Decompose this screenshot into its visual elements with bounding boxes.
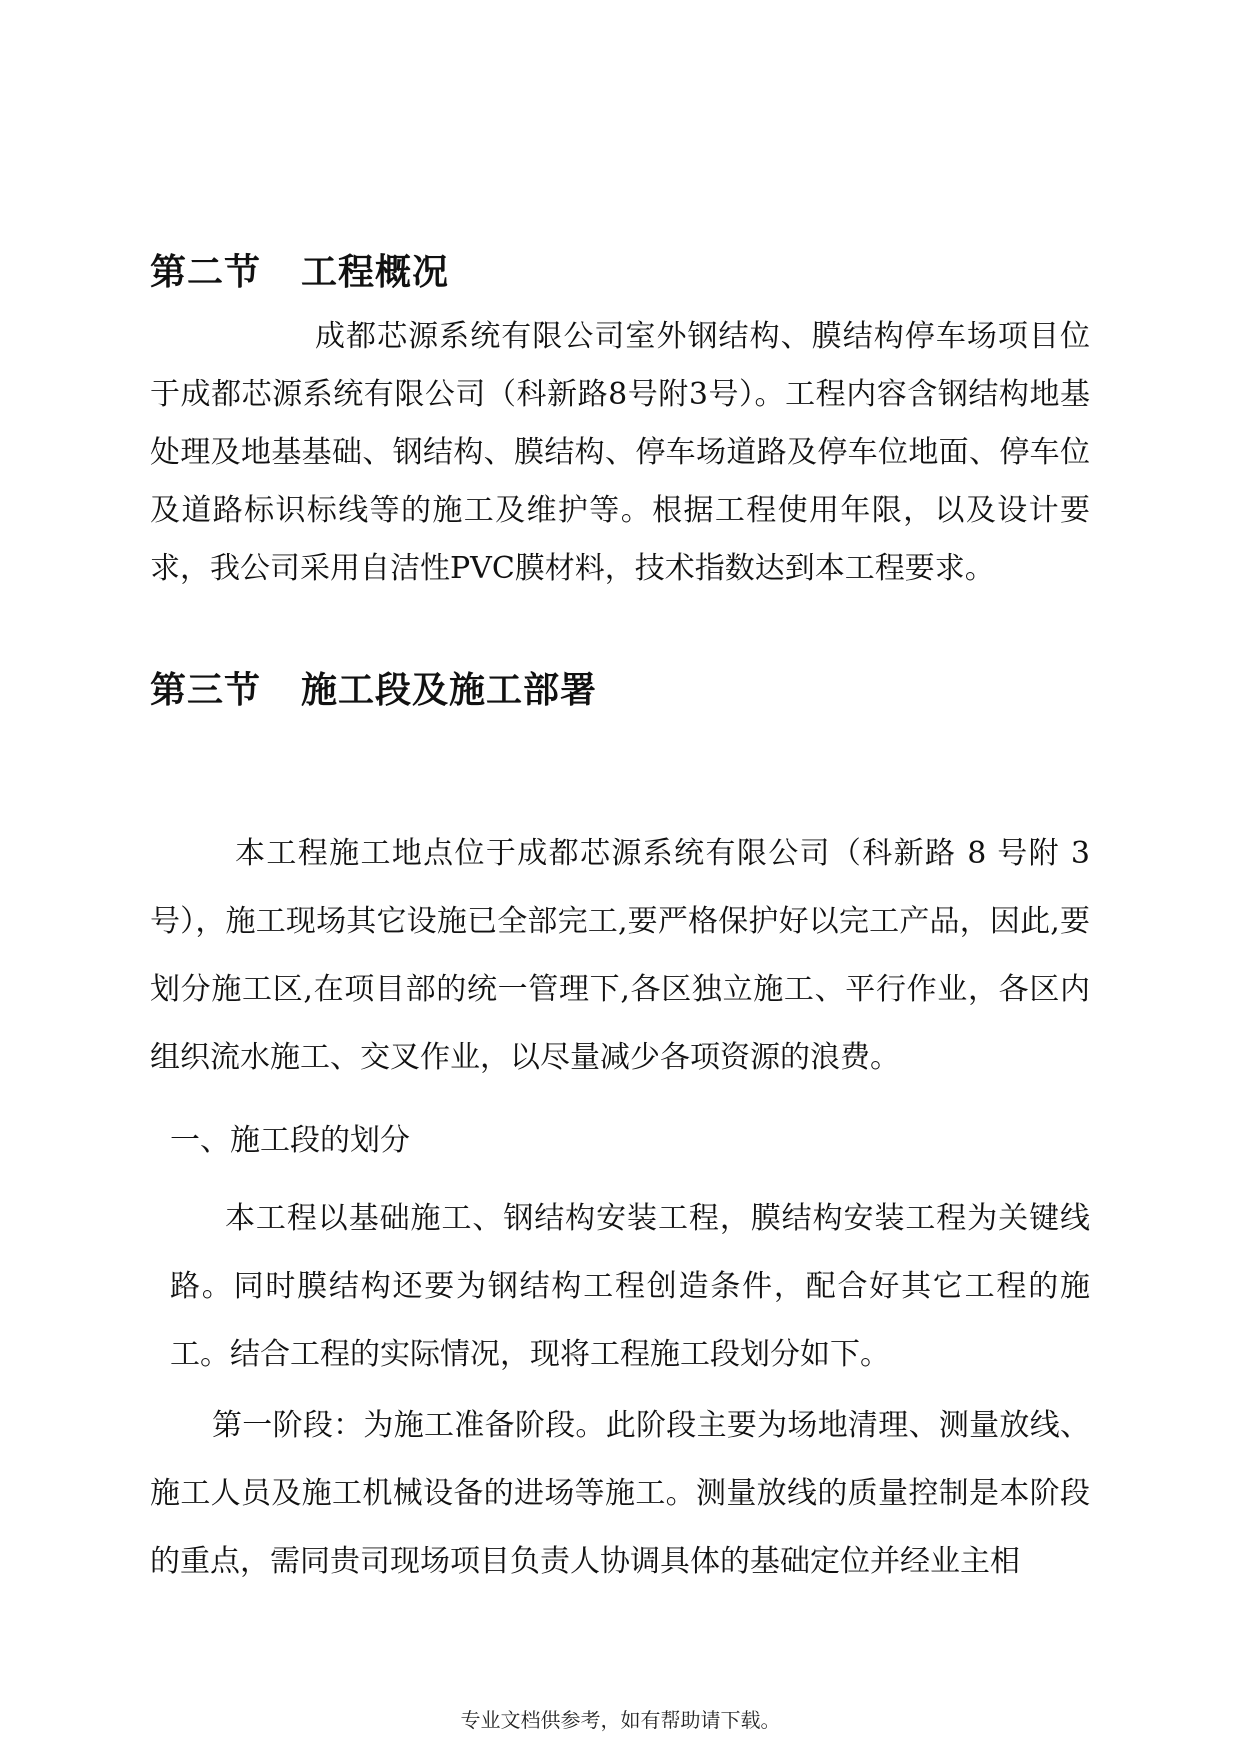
section-3-body-2: 本工程以基础施工、钢结构安装工程，膜结构安装工程为关键线路。同时膜结构还要为钢结构工程创造条件，配合好其它工程的施工。结合工程的实际情况，现将工程施工段划分如下。 — [170, 1201, 1090, 1372]
section-3-title: 施工段及施工部署 — [301, 670, 598, 711]
section-3-body: 本工程施工地点位于成都芯源系统有限公司（科新路 8 号附 3 号），施工现场其它设施已全部完工,要严格保护好以完工产品，因此,要划分施工区,在项目部的统一管理下,各区独立施工、平行作业，各区内组织流水施工、交叉作业，以尽量减少各项资源的浪费。 — [150, 836, 1090, 1075]
section-3-body-3: 第一阶段：为施工准备阶段。此阶段主要为场地清理、测量放线、施工人员及施工机械设备的进场等施工。测量放线的质量控制是本阶段的重点，需同贵司现场项目负责人协调具体的基础定位并经业主相 — [150, 1408, 1090, 1579]
section-3-heading — [150, 662, 597, 713]
section-2-heading — [150, 244, 449, 295]
section-2-number: 第二节 — [150, 252, 262, 293]
section-2-title: 工程概况 — [301, 252, 450, 293]
section-3-number: 第三节 — [150, 670, 262, 711]
page-footer: 专业文档供参考，如有帮助请下载。 — [460, 1708, 781, 1732]
section-2-body: 成都芯源系统有限公司室外钢结构、膜结构停车场项目位于成都芯源系统有限公司（科新路8号附3号）。工程内容含钢结构地基处理及地基基础、钢结构、膜结构、停车场道路及停车位地面、停车位及道路标识标线等的施工及维护等。根据工程使用年限，以及设计要求，我公司采用自洁性PVC膜材料，技术指数达到本工程要求。 — [150, 319, 1090, 586]
subheading-stage-division: 一、施工段的划分 — [170, 1123, 410, 1158]
